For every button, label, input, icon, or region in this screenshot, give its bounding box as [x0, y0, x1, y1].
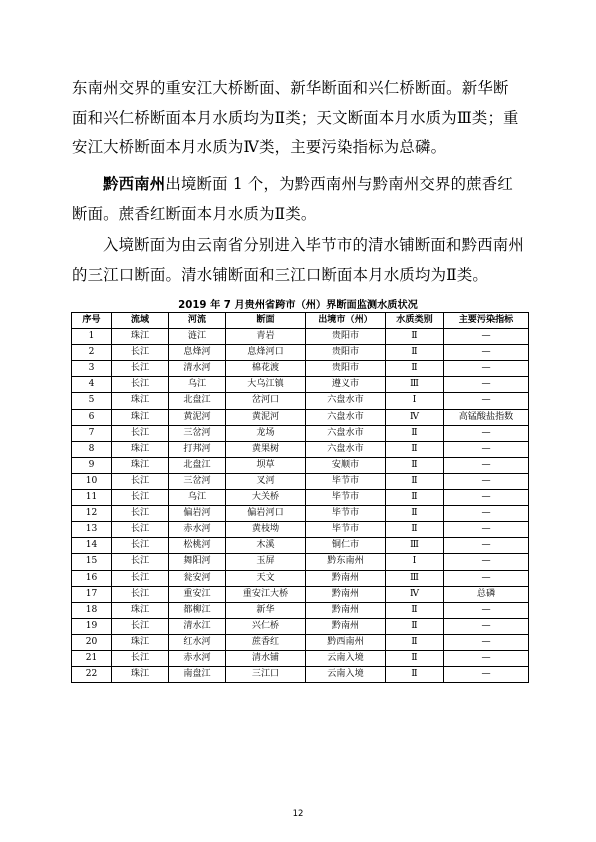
table-cell: Ⅲ: [386, 570, 444, 586]
table-cell: 大乌江镇: [226, 377, 306, 393]
table-cell: 偏岩河: [169, 506, 226, 522]
table-cell: 赤水河: [169, 650, 226, 666]
water-quality-table: [71, 312, 529, 683]
table-cell: 珠江: [112, 602, 169, 618]
table-cell: 8: [72, 441, 112, 457]
column-header: 流域: [112, 313, 169, 329]
table-row: [72, 554, 529, 570]
table-cell: Ⅰ: [386, 393, 444, 409]
table-cell: 黔南州: [306, 586, 386, 602]
table-cell: 舞阳河: [169, 554, 226, 570]
table-cell: 贵阳市: [306, 329, 386, 345]
table-cell: Ⅱ: [386, 441, 444, 457]
table-cell: —: [444, 441, 529, 457]
table-cell: —: [444, 473, 529, 489]
table-cell: 六盘水市: [306, 425, 386, 441]
table-cell: 松桃河: [169, 538, 226, 554]
table-row: [72, 506, 529, 522]
table-cell: 重安江大桥: [226, 586, 306, 602]
table-cell: —: [444, 361, 529, 377]
table-cell: 12: [72, 506, 112, 522]
table-cell: Ⅱ: [386, 618, 444, 634]
table-cell: 清水江: [169, 618, 226, 634]
table-cell: 9: [72, 457, 112, 473]
table-cell: 云南入境: [306, 667, 386, 683]
table-cell: 毕节市: [306, 522, 386, 538]
table-cell: 岔河口: [226, 393, 306, 409]
table-cell: 黄泥河: [169, 409, 226, 425]
table-cell: 安顺市: [306, 457, 386, 473]
table-cell: Ⅱ: [386, 634, 444, 650]
table-cell: 珠江: [112, 634, 169, 650]
table-row: [72, 634, 529, 650]
table-cell: 瓮安河: [169, 570, 226, 586]
table-cell: 2: [72, 345, 112, 361]
table-cell: 长江: [112, 377, 169, 393]
table-cell: 铜仁市: [306, 538, 386, 554]
table-cell: —: [444, 393, 529, 409]
table-cell: 15: [72, 554, 112, 570]
table-cell: 黔西南州: [306, 634, 386, 650]
table-cell: 毕节市: [306, 473, 386, 489]
table-cell: Ⅳ: [386, 409, 444, 425]
column-header: 出境市（州）: [306, 313, 386, 329]
table-row: [72, 650, 529, 666]
table-cell: 蔗香红: [226, 634, 306, 650]
column-header: 断面: [226, 313, 306, 329]
table-cell: 7: [72, 425, 112, 441]
table-cell: Ⅱ: [386, 345, 444, 361]
table-cell: 打邦河: [169, 441, 226, 457]
paragraph-2-text: 出境断面 1 个，为黔西南州与黔南州交界的蔗香红断面。蔗香红断面本月水质为Ⅱ类。: [72, 175, 513, 223]
table-cell: 南盘江: [169, 667, 226, 683]
table-row: [72, 361, 529, 377]
table-header-row: [72, 313, 529, 329]
table-cell: 长江: [112, 506, 169, 522]
table-cell: —: [444, 554, 529, 570]
table-cell: Ⅱ: [386, 425, 444, 441]
table-row: [72, 586, 529, 602]
table-cell: Ⅱ: [386, 667, 444, 683]
table-cell: 总磷: [444, 586, 529, 602]
table-cell: Ⅲ: [386, 377, 444, 393]
paragraph-2: [72, 170, 524, 229]
table-cell: 龙场: [226, 425, 306, 441]
table-cell: 长江: [112, 473, 169, 489]
table-cell: 六盘水市: [306, 393, 386, 409]
table-cell: 长江: [112, 538, 169, 554]
table-cell: —: [444, 570, 529, 586]
table-cell: 棉花渡: [226, 361, 306, 377]
table-row: [72, 425, 529, 441]
table-cell: 大关桥: [226, 490, 306, 506]
table-cell: 长江: [112, 522, 169, 538]
table-row: [72, 329, 529, 345]
table-cell: 息烽河: [169, 345, 226, 361]
table-cell: —: [444, 425, 529, 441]
table-cell: 珠江: [112, 667, 169, 683]
table-cell: 三岔河: [169, 425, 226, 441]
table-cell: —: [444, 329, 529, 345]
table-cell: 长江: [112, 361, 169, 377]
table-cell: 北盘江: [169, 457, 226, 473]
table-cell: 清水河: [169, 361, 226, 377]
table-cell: 1: [72, 329, 112, 345]
table-cell: 长江: [112, 570, 169, 586]
table-row: [72, 457, 529, 473]
table-cell: 乌江: [169, 490, 226, 506]
table-cell: 重安江: [169, 586, 226, 602]
table-cell: 贵阳市: [306, 345, 386, 361]
table-cell: 坝草: [226, 457, 306, 473]
table-row: [72, 377, 529, 393]
table-cell: Ⅱ: [386, 457, 444, 473]
table-cell: 赤水河: [169, 522, 226, 538]
table-cell: 长江: [112, 490, 169, 506]
table-cell: 黔南州: [306, 602, 386, 618]
table-cell: 黄枝坳: [226, 522, 306, 538]
column-header: 水质类别: [386, 313, 444, 329]
table-cell: —: [444, 634, 529, 650]
table-cell: Ⅲ: [386, 538, 444, 554]
table-cell: 黔南州: [306, 618, 386, 634]
table-cell: 三江口: [226, 667, 306, 683]
table-cell: 云南入境: [306, 650, 386, 666]
table-cell: 珠江: [112, 457, 169, 473]
table-cell: 红水河: [169, 634, 226, 650]
table-cell: 长江: [112, 425, 169, 441]
table-cell: Ⅱ: [386, 506, 444, 522]
table-cell: 黄泥河: [226, 409, 306, 425]
table-cell: 21: [72, 650, 112, 666]
table-cell: 天文: [226, 570, 306, 586]
table-cell: 都柳江: [169, 602, 226, 618]
table-cell: 6: [72, 409, 112, 425]
table-cell: 长江: [112, 650, 169, 666]
table-cell: 玉屏: [226, 554, 306, 570]
table-cell: 毕节市: [306, 490, 386, 506]
table-cell: 4: [72, 377, 112, 393]
table-cell: 黔南州: [306, 570, 386, 586]
column-header: 主要污染指标: [444, 313, 529, 329]
table-row: [72, 409, 529, 425]
table-cell: —: [444, 667, 529, 683]
table-cell: Ⅱ: [386, 329, 444, 345]
table-row: [72, 522, 529, 538]
table-cell: —: [444, 377, 529, 393]
table-cell: 20: [72, 634, 112, 650]
table-cell: 高锰酸盐指数: [444, 409, 529, 425]
table-row: [72, 618, 529, 634]
table-row: [72, 490, 529, 506]
table-row: [72, 345, 529, 361]
column-header: 河流: [169, 313, 226, 329]
table-cell: 北盘江: [169, 393, 226, 409]
table-cell: 黄果树: [226, 441, 306, 457]
table-cell: Ⅱ: [386, 473, 444, 489]
table-cell: 六盘水市: [306, 441, 386, 457]
table-cell: Ⅱ: [386, 361, 444, 377]
table-cell: —: [444, 490, 529, 506]
table-cell: 乌江: [169, 377, 226, 393]
table-row: [72, 473, 529, 489]
table-cell: Ⅱ: [386, 602, 444, 618]
table-cell: 珠江: [112, 441, 169, 457]
table-cell: 11: [72, 490, 112, 506]
table-cell: 长江: [112, 345, 169, 361]
table-cell: 16: [72, 570, 112, 586]
table-cell: 黔东南州: [306, 554, 386, 570]
table-cell: 13: [72, 522, 112, 538]
table-cell: 18: [72, 602, 112, 618]
table-row: [72, 667, 529, 683]
table-cell: 偏岩河口: [226, 506, 306, 522]
table-cell: —: [444, 345, 529, 361]
table-cell: 六盘水市: [306, 409, 386, 425]
table-row: [72, 441, 529, 457]
paragraph-3: 入境断面为由云南省分别进入毕节市的清水铺断面和黔西南州的三江口断面。清水铺断面和三江口断面本月水质均为Ⅱ类。: [72, 236, 524, 284]
table-cell: 长江: [112, 586, 169, 602]
page-number: 12: [292, 809, 304, 819]
table-cell: 5: [72, 393, 112, 409]
table-cell: 兴仁桥: [226, 618, 306, 634]
table-cell: 珠江: [112, 329, 169, 345]
paragraph-2-bold-lead: 黔西南州: [103, 175, 166, 193]
table-cell: 木溪: [226, 538, 306, 554]
table-cell: —: [444, 506, 529, 522]
table-cell: Ⅱ: [386, 490, 444, 506]
table-cell: 涟江: [169, 329, 226, 345]
table-row: [72, 538, 529, 554]
table-cell: 长江: [112, 554, 169, 570]
table-cell: 息烽河口: [226, 345, 306, 361]
table-cell: 清水铺: [226, 650, 306, 666]
table-cell: 17: [72, 586, 112, 602]
table-cell: 毕节市: [306, 506, 386, 522]
table-cell: 22: [72, 667, 112, 683]
column-header: 序号: [72, 313, 112, 329]
table-row: [72, 393, 529, 409]
table-cell: —: [444, 538, 529, 554]
table-cell: 贵阳市: [306, 361, 386, 377]
table-cell: —: [444, 522, 529, 538]
table-cell: 14: [72, 538, 112, 554]
table-cell: 遵义市: [306, 377, 386, 393]
paragraph-1: 东南州交界的重安江大桥断面、新华断面和兴仁桥断面。新华断面和兴仁桥断面本月水质均为Ⅱ类；天文断面本月水质为Ⅲ类；重安江大桥断面本月水质为Ⅳ类，主要污染指标为总磷。: [72, 79, 519, 156]
table-cell: 10: [72, 473, 112, 489]
table-cell: 3: [72, 361, 112, 377]
table-cell: 叉河: [226, 473, 306, 489]
table-body: [72, 329, 529, 683]
table-row: [72, 570, 529, 586]
table-cell: —: [444, 602, 529, 618]
table-cell: —: [444, 618, 529, 634]
table-cell: —: [444, 457, 529, 473]
table-cell: 青岩: [226, 329, 306, 345]
table-cell: Ⅰ: [386, 554, 444, 570]
table-cell: 19: [72, 618, 112, 634]
table-cell: 三岔河: [169, 473, 226, 489]
table-caption: 2019 年 7 月贵州省跨市（州）界断面监测水质状况: [178, 300, 418, 311]
table-cell: 珠江: [112, 393, 169, 409]
table-cell: Ⅳ: [386, 586, 444, 602]
table-cell: 珠江: [112, 409, 169, 425]
table-cell: 长江: [112, 618, 169, 634]
table-cell: Ⅱ: [386, 522, 444, 538]
table-cell: Ⅱ: [386, 650, 444, 666]
table-row: [72, 602, 529, 618]
table-cell: 新华: [226, 602, 306, 618]
table-cell: —: [444, 650, 529, 666]
